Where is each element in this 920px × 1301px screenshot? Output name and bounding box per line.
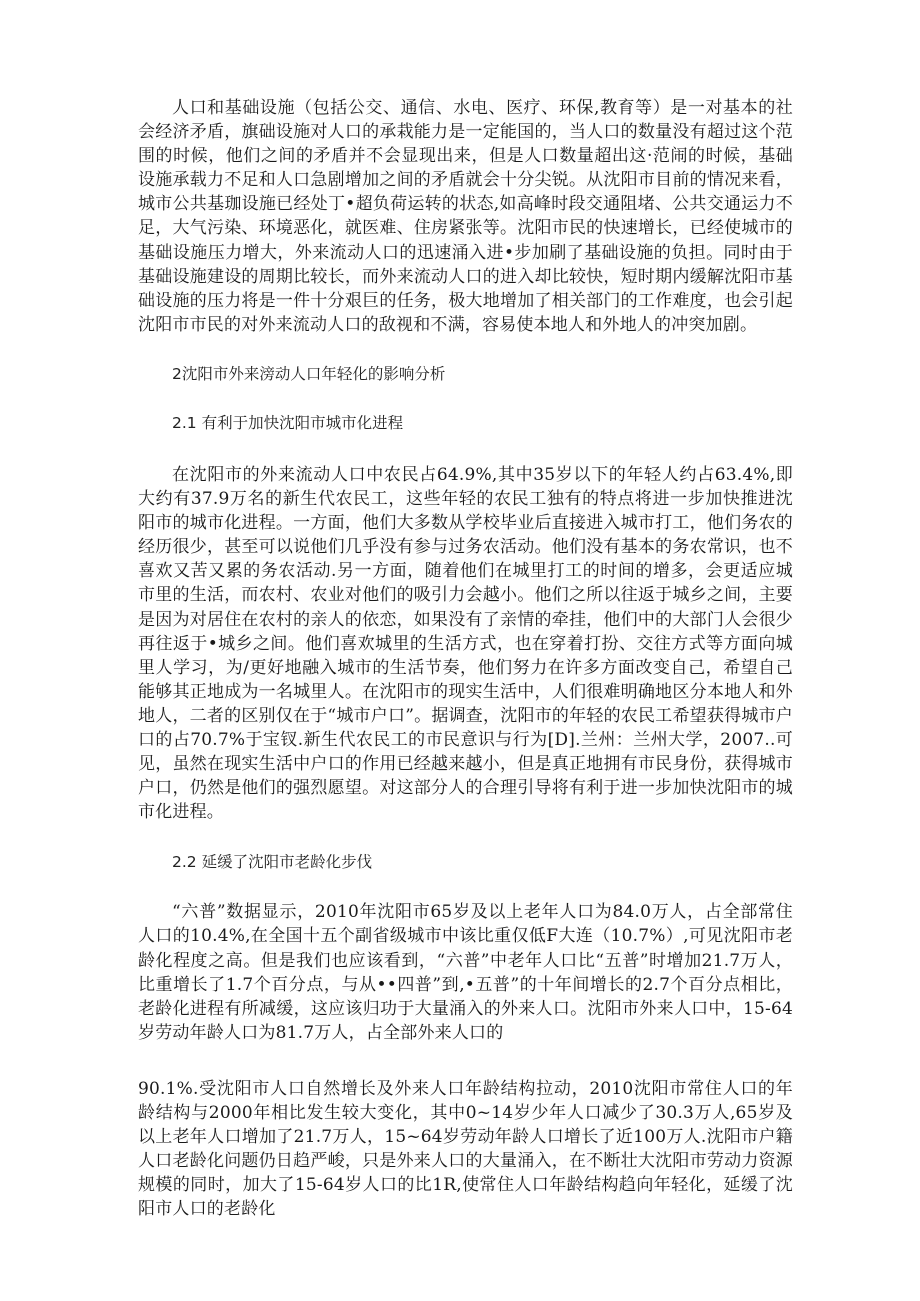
paragraph-urbanization: 在沈阳市的外来流动人口中农民占64.9%,其中35岁以下的年轻人约占63.4%,即大约有37.9万名的新生代农民工，这些年轻的农民工独有的特点将进一步加快推进沈阳市的城市化进程。一方面，他们大多数从学校毕业后直接进入城市打工，他们务农的经历很少，甚至可以说他们几乎没有参与过务农活动。他们没有基本的务农常识，也不喜欢又苦又累的务农活动.另一方面，随着他们在城里打工的时间的增多，会更适应城市里的生活，而农村、农业对他们的吸引力会越小。他们之所以往返于城乡之间，主要是因为对居住在农村的亲人的依恋，如果没有了亲情的牵挂，他们中的大部门人会很少再往返于•城乡之间。他们喜欢城里的生活方式，也在穿着打扮、交往方式等方面向城里人学习，为/更好地融入城市的生活节奏，他们努力在许多方面改变自己，希望自己能够其正地成为一名城里人。在沈阳市的现实生活中，人们很难明确地区分本地人和外地人，二者的区别仅在于“城市户口”。据调查，沈阳市的年轻的农民工希望获得城市户口的占70.7%于宝钗.新生代农民工的市民意识与行为[D].兰州：兰州大学，2007..可见，虽然在现实生活中户口的作用已经越来越小，但是真正地拥有市民身份，获得城市户口，仍然是他们的强烈愿望。对这部分人的合理引导将有利于进一步加快沈阳市的城市化进程。 (138, 464, 793, 823)
section-heading-2-1: 2.1 有利于加快沈阳市城市化进程 (172, 413, 404, 432)
section-heading-2-2: 2.2 延缓了沈阳市老龄化步伐 (172, 853, 373, 872)
paragraph-aging-census: “六普”数据显示，2010年沈阳市65岁及以上老年人口为84.0万人，占全部常住人口的10.4%,在全国十五个副省级城市中该比重仅低F大连（10.7%）,可见沈阳市老龄化程度之高。但是我们也应该看到，“六普”中老年人口比“五普”时增加21.7万人，比重增长了1.7个百分点，与从••四普”到,•五普”的十年间增长的2.7个百分点相比，老龄化进程有所减缓，这应该归功于大量涌入的外来人口。沈阳市外来人口中，15-64岁劳动年龄人口为81.7万人，占全部外来人口的 (138, 902, 793, 1043)
document-page (138, 96, 793, 1221)
paragraph-aging-continued: 90.1%.受沈阳市人口自然增长及外来人口年龄结构拉动，2010沈阳市常住人口的年龄结构与2000年相比发生较大变化，其中0~14岁少年人口减少了30.3万人,65岁及以上老年人口增加了21.7万人，15~64岁劳动年龄人口增长了近100万人.沈阳市户籍人口老龄化问题仍日趋严峻，只是外来人口的大量涌入，在不断壮大沈阳市劳动力资源规模的同时，加大了15-64岁人口的比1R,使常住人口年龄结构趋向年轻化，延缓了沈阳市人口的老龄化 (138, 1078, 793, 1220)
paragraph-infrastructure-pressure: 人口和基础设施（包括公交、通信、水电、医疗、环保,教育等）是一对基本的社会经济矛盾，旗础设施对人口的承栽能力是一定能国的，当人口的数量没有超过这个范围的时候，他们之间的矛盾并不会显现出来，但是人口数量超出这·范闹的时候，基础设施承载力不足和人口急剧增加之间的矛盾就会十分尖锐。从沈阳市目前的情况来看，城市公共基珈设施已经处丁•超负荷运转的状态,如高峰时段交通阻堵、公共交通运力不足，大气污染、环境恶化，就医难、住房紧张等。沈阳市民的快速增长，已经使城市的基础设施压力增大，外来流动人口的迅速涌入进•步加刷了基础设施的负担。同时由于基础设施建设的周期比较长，而外来流动人口的进入却比较快，短时期内缓解沈阳市基础设施的压力将是一件十分艰巨的任务，极大地增加了相关部门的工作难度，也会引起沈阳市市民的对外来流动人口的敌视和不满，容易使本地人和外地人的冲突加剧。 (138, 98, 793, 335)
section-heading-2: 2沈阳市外来滂动人口年轻化的影响分析 (172, 364, 446, 383)
